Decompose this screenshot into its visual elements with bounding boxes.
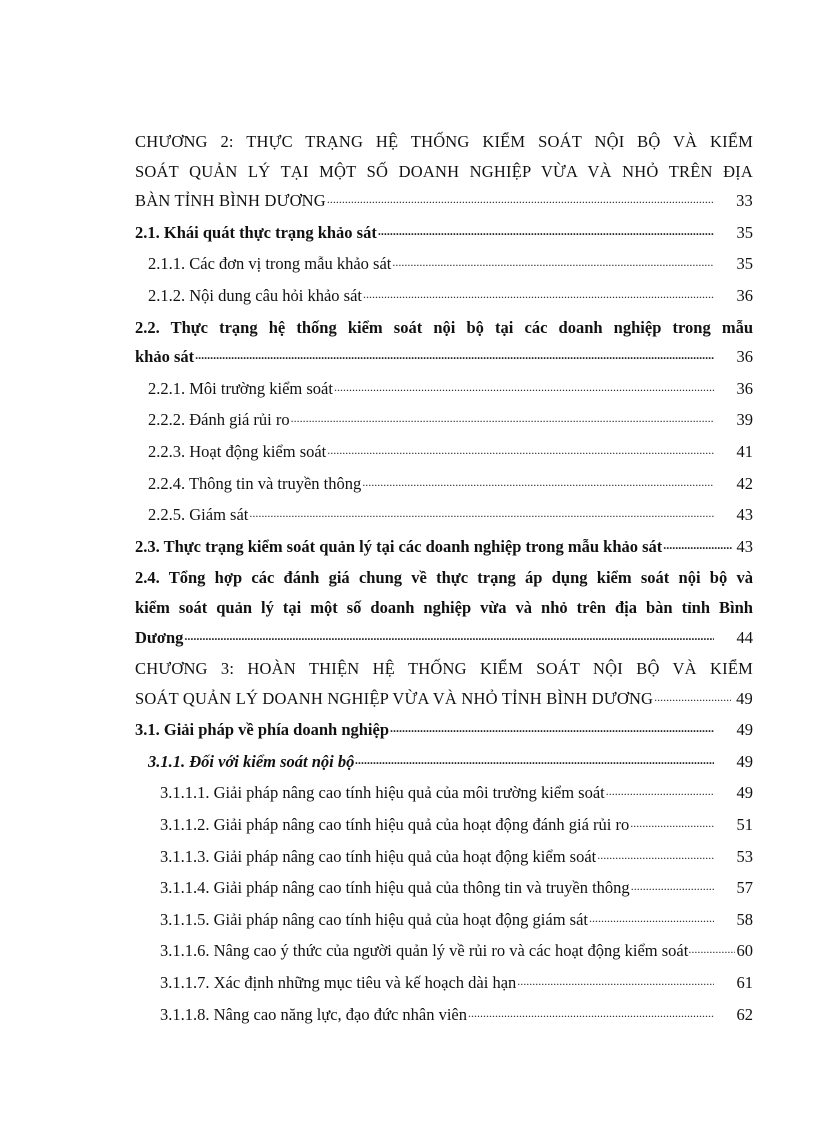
toc-page-number: 57 bbox=[736, 878, 753, 898]
toc-entry-label: 3.1.1.8. Nâng cao năng lực, đạo đức nhân viên bbox=[160, 1004, 468, 1024]
toc-entry-2-2-5[interactable] bbox=[135, 500, 753, 532]
toc-entry-label: 3.1.1.2. Giải pháp nâng cao tính hiệu quả của hoạt động đánh giá rủi ro bbox=[160, 815, 630, 835]
toc-page-number: 51 bbox=[736, 815, 753, 835]
dot-leader bbox=[517, 965, 714, 997]
toc-entry-label: Dương bbox=[135, 627, 184, 647]
toc-entry-3-1-1-8[interactable] bbox=[135, 1000, 753, 1032]
toc-entry-2-1[interactable] bbox=[135, 218, 753, 250]
dot-leader bbox=[184, 620, 714, 652]
toc-entry-label: 3.1.1.4. Giải pháp nâng cao tính hiệu quả của thông tin và truyền thông bbox=[160, 878, 630, 898]
dot-leader bbox=[327, 183, 714, 215]
toc-page-number: 36 bbox=[736, 378, 753, 398]
toc-page-number: 35 bbox=[736, 222, 753, 242]
toc-entry-label: 2.2.1. Môi trường kiểm soát bbox=[148, 378, 333, 398]
toc-entry-text-line: 2.2. Thực trạng hệ thống kiểm soát nội bộ tại các doanh nghiệp trong mẫu bbox=[135, 317, 753, 337]
toc-entry-3-1-1[interactable] bbox=[135, 747, 753, 779]
toc-entry-3-1-1-3[interactable] bbox=[135, 842, 753, 874]
dot-leader bbox=[390, 712, 714, 744]
toc-page-number: 39 bbox=[736, 410, 753, 430]
toc-page-number: 49 bbox=[736, 688, 753, 708]
dot-leader bbox=[654, 681, 731, 713]
toc-entry-label: SOÁT QUẢN LÝ DOANH NGHIỆP VỪA VÀ NHỎ TỈNH BÌNH DƯƠNG bbox=[135, 688, 654, 708]
toc-entry-2-2-2[interactable] bbox=[135, 405, 753, 437]
toc-entry-text-line: CHƯƠNG 2: THỰC TRẠNG HỆ THỐNG KIỂM SOÁT NỘI BỘ VÀ KIỂM bbox=[135, 132, 753, 151]
toc-page-number: 62 bbox=[736, 1004, 753, 1024]
dot-leader bbox=[606, 775, 714, 807]
toc-page-number: 42 bbox=[736, 473, 753, 493]
toc-page-number: 61 bbox=[736, 973, 753, 993]
toc-entry-label: 3.1.1.7. Xác định những mục tiêu và kế hoạch dài hạn bbox=[160, 973, 517, 993]
dot-leader bbox=[249, 497, 714, 529]
toc-entry-3-1-1-5[interactable] bbox=[135, 905, 753, 937]
toc-entry-2-2-4[interactable] bbox=[135, 469, 753, 501]
toc-entry-chapter-2[interactable] bbox=[135, 127, 753, 218]
toc-entry-label: 3.1. Giải pháp về phía doanh nghiệp bbox=[135, 720, 390, 740]
toc-page-number: 41 bbox=[736, 441, 753, 461]
table-of-contents bbox=[135, 127, 753, 1031]
toc-entry-label: 2.1.2. Nội dung câu hỏi khảo sát bbox=[148, 285, 363, 305]
toc-entry-text-line: kiểm soát quản lý tại một số doanh nghiệp vừa và nhỏ trên địa bàn tỉnh Bình bbox=[135, 597, 753, 617]
toc-page-number: 44 bbox=[736, 627, 753, 647]
toc-entry-chapter-3[interactable] bbox=[135, 654, 753, 715]
toc-entry-label: 3.1.1.3. Giải pháp nâng cao tính hiệu quả của hoạt động kiểm soát bbox=[160, 846, 597, 866]
toc-entry-label: khảo sát bbox=[135, 347, 195, 367]
dot-leader bbox=[363, 278, 714, 310]
toc-page-number: 49 bbox=[736, 783, 753, 803]
toc-entry-3-1-1-6[interactable] bbox=[135, 936, 753, 968]
dot-leader bbox=[597, 839, 714, 871]
dot-leader bbox=[468, 997, 714, 1029]
toc-entry-text-line: 2.4. Tổng hợp các đánh giá chung về thực trạng áp dụng kiểm soát nội bộ và bbox=[135, 568, 753, 588]
toc-page-number: 33 bbox=[736, 191, 753, 211]
toc-page-number: 58 bbox=[736, 909, 753, 929]
toc-entry-label: 3.1.1.6. Nâng cao ý thức của người quản lý về rủi ro và các hoạt động kiểm soát bbox=[160, 941, 689, 961]
toc-entry-label: 2.2.4. Thông tin và truyền thông bbox=[148, 473, 362, 493]
toc-page-number: 60 bbox=[736, 941, 753, 961]
toc-page-number: 49 bbox=[736, 720, 753, 740]
toc-entry-text-line: SOÁT QUẢN LÝ TẠI MỘT SỐ DOANH NGHIỆP VỪA VÀ NHỎ TRÊN ĐỊA bbox=[135, 161, 753, 181]
toc-entry-label: 2.3. Thực trạng kiểm soát quản lý tại các doanh nghiệp trong mẫu khảo sát bbox=[135, 536, 663, 556]
toc-entry-text-line: CHƯƠNG 3: HOÀN THIỆN HỆ THỐNG KIỂM SOÁT NỘI BỘ VÀ KIỂM bbox=[135, 659, 753, 679]
dot-leader bbox=[327, 434, 714, 466]
toc-entry-2-1-2[interactable] bbox=[135, 281, 753, 313]
toc-page-number: 43 bbox=[736, 536, 753, 556]
toc-entry-2-3[interactable] bbox=[135, 532, 753, 564]
dot-leader bbox=[392, 246, 714, 278]
toc-page-number: 49 bbox=[736, 751, 753, 771]
toc-entry-label: 2.2.2. Đánh giá rủi ro bbox=[148, 410, 290, 430]
toc-page-number: 36 bbox=[736, 347, 753, 367]
toc-entry-3-1-1-4[interactable] bbox=[135, 873, 753, 905]
dot-leader bbox=[688, 933, 734, 965]
toc-page-number: 53 bbox=[736, 846, 753, 866]
dot-leader bbox=[334, 371, 714, 403]
toc-entry-2-2-3[interactable] bbox=[135, 437, 753, 469]
dot-leader bbox=[663, 529, 731, 561]
toc-page-number: 43 bbox=[736, 505, 753, 525]
toc-entry-3-1-1-7[interactable] bbox=[135, 968, 753, 1000]
toc-entry-3-1[interactable] bbox=[135, 715, 753, 747]
toc-entry-label: BÀN TỈNH BÌNH DƯƠNG bbox=[135, 191, 326, 211]
toc-page-number: 35 bbox=[736, 254, 753, 274]
dot-leader bbox=[362, 466, 714, 498]
dot-leader bbox=[291, 402, 714, 434]
toc-entry-2-4[interactable] bbox=[135, 563, 753, 654]
toc-entry-3-1-1-2[interactable] bbox=[135, 810, 753, 842]
toc-entry-label: 2.2.5. Giám sát bbox=[148, 505, 249, 525]
toc-entry-2-2[interactable] bbox=[135, 313, 753, 374]
toc-entry-label: 2.1.1. Các đơn vị trong mẫu khảo sát bbox=[148, 254, 392, 274]
dot-leader bbox=[195, 339, 714, 371]
toc-entry-label: 2.1. Khái quát thực trạng khảo sát bbox=[135, 222, 377, 242]
toc-page-number: 36 bbox=[736, 285, 753, 305]
dot-leader bbox=[355, 744, 714, 776]
toc-entry-label: 3.1.1.5. Giải pháp nâng cao tính hiệu quả của hoạt động giám sát bbox=[160, 909, 588, 929]
dot-leader bbox=[378, 215, 714, 247]
toc-entry-2-2-1[interactable] bbox=[135, 374, 753, 406]
dot-leader bbox=[630, 807, 714, 839]
dot-leader bbox=[589, 902, 714, 934]
toc-entry-label: 3.1.1.1. Giải pháp nâng cao tính hiệu quả của môi trường kiểm soát bbox=[160, 783, 605, 803]
toc-entry-2-1-1[interactable] bbox=[135, 249, 753, 281]
toc-entry-label: 2.2.3. Hoạt động kiểm soát bbox=[148, 441, 327, 461]
dot-leader bbox=[631, 870, 714, 902]
toc-entry-label: 3.1.1. Đối với kiểm soát nội bộ bbox=[148, 751, 355, 771]
toc-entry-3-1-1-1[interactable] bbox=[135, 778, 753, 810]
